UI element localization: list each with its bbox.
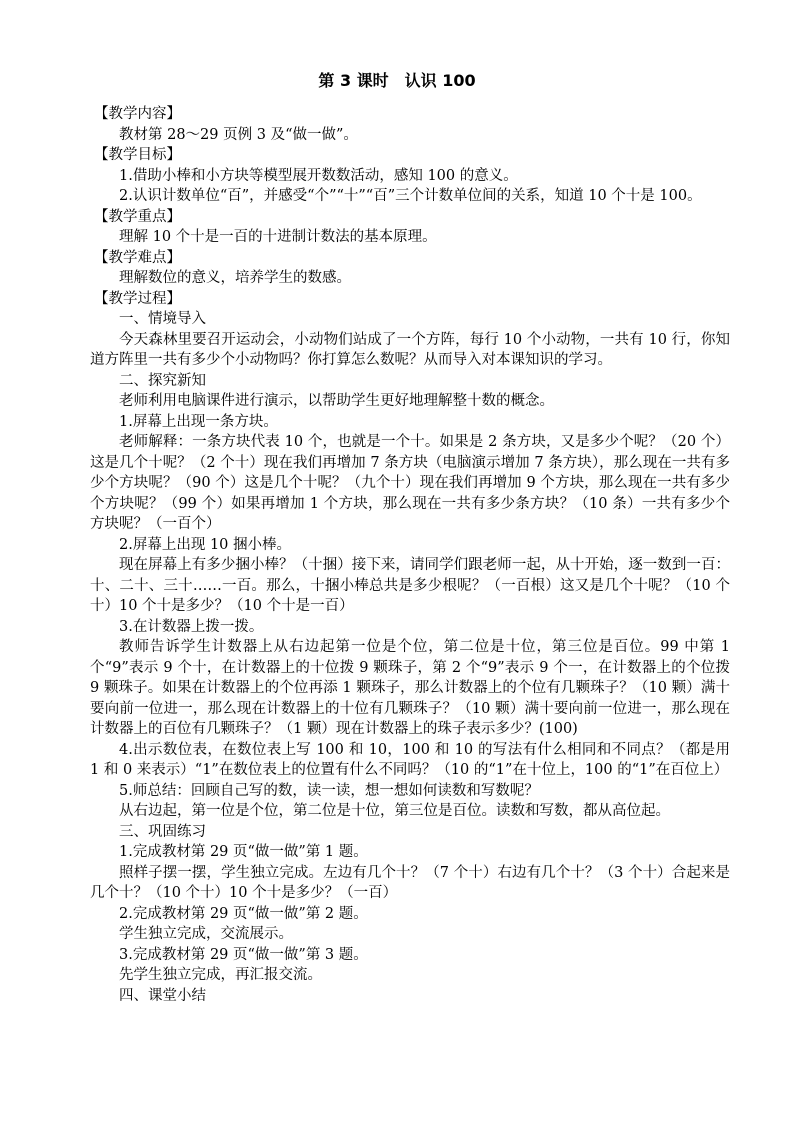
paragraph: 2.屏幕上出现 10 捆小棒。: [119, 536, 292, 553]
lesson-title: 第 3 课时 认识 100: [318, 71, 476, 90]
paragraph: 3.在计数器上拨一拨。: [119, 618, 264, 635]
paragraph: 1.完成教材第 29 页“做一做”第 1 题。: [119, 844, 368, 860]
paragraph: 1.借助小棒和小方块等模型展开数数活动，感知 100 的意义。: [119, 167, 518, 184]
section-heading: 【教学内容】: [94, 106, 181, 122]
paragraph: 1.屏幕上出现一条方块。: [119, 413, 278, 430]
paragraph: 从右边起，第一位是个位，第二位是十位，第三位是百位。读数和写数，都从高位起。: [119, 803, 670, 819]
paragraph: 四、课堂小结: [119, 987, 206, 1004]
lesson-body: [90, 104, 730, 1006]
paragraph: 三、巩固练习: [119, 823, 206, 840]
section-heading: 【教学过程】: [94, 290, 181, 307]
paragraph: 照样子摆一摆，学生独立完成。左边有几个十？（7 个十）右边有几个十？（3 个十）合起来是几个十？（10 个十）10 个十是多少？（一百）: [90, 864, 730, 901]
paragraph: 现在屏幕上有多少捆小棒？（十捆）接下来，请同学们跟老师一起，从十开始，逐一数到一百：十、二十、三十……一百。那么，十捆小棒总共是多少根呢？（一百根）这又是几个十呢？（10 个十）10 个十是多少？（10 个十是一百）: [90, 557, 730, 614]
paragraph: 教师告诉学生计数器上从右边起第一位是个位，第二位是十位，第三位是百位。99 中第 1 个“9”表示 9 个十，在计数器上的十位拨 9 颗珠子，第 2 个“9”表示 9 个一，在计数器上的个位拨 9 颗珠子。如果在计数器上的个位再添 1 颗珠子，那么计数器上的个位有几颗珠子？（10 颗）满十要向前一位进一，那么现在计数器上的十位有几颗珠子？（10 颗）满十要向前一位进一，那么现在计数器上的百位有几颗珠子？（1 颗）现在计数器上的珠子表示多少？(100): [90, 639, 730, 737]
paragraph: 老师利用电脑课件进行演示，以帮助学生更好地理解整十数的概念。: [119, 393, 554, 409]
paragraph: 2.认识计数单位“百”，并感受“个”“十”“百”三个计数单位间的关系，知道 10 个十是 100。: [119, 188, 702, 204]
paragraph: 理解数位的意义，培养学生的数感。: [119, 270, 351, 286]
paragraph: 理解 10 个十是一百的十进制计数法的基本原理。: [119, 229, 437, 245]
paragraph: 一、情境导入: [119, 311, 206, 327]
section-heading: 【教学难点】: [94, 249, 181, 266]
paragraph: 老师解释：一条方块代表 10 个，也就是一个十。如果是 2 条方块，又是多少个呢？（20 个）这是几个十呢？（2 个十）现在我们再增加 7 条方块（电脑演示增加 7 条方块），那么现在一共有多少个方块呢？（90 个）这是几个十呢？（九个十）现在我们再增加 9 个方块，那么现在一共有多少个方块呢？（99 个）如果再增加 1 个方块，那么现在一共有多少条方块？（10 条）一共有多少个方块呢？（一百个）: [90, 434, 730, 532]
paragraph: 3.完成教材第 29 页“做一做”第 3 题。: [119, 946, 368, 963]
paragraph: 学生独立完成，交流展示。: [119, 926, 293, 942]
paragraph: 今天森林里要召开运动会，小动物们站成了一个方阵，每行 10 个小动物，一共有 10 行，你知道方阵里一共有多少个小动物吗？你打算怎么数呢？从而导入对本课知识的学习。: [90, 331, 730, 368]
section-heading: 【教学重点】: [94, 208, 181, 225]
paragraph: 教材第 28～29 页例 3 及“做一做”。: [119, 126, 358, 143]
paragraph: 5.师总结：回顾自己写的数，读一读，想一想如何读数和写数呢？: [119, 782, 539, 799]
paragraph: 二、探究新知: [119, 372, 206, 389]
paragraph: 4.出示数位表，在数位表上写 100 和 10，100 和 10 的写法有什么相同和不同点？（都是用 1 和 0 来表示）“1”在数位表上的位置有什么不同吗？（10 的“1”在十位上，100 的“1”在百位上）: [90, 741, 730, 778]
paragraph: 先学生独立完成，再汇报交流。: [119, 967, 322, 983]
section-heading: 【教学目标】: [94, 147, 181, 163]
paragraph: 2.完成教材第 29 页“做一做”第 2 题。: [119, 905, 368, 922]
